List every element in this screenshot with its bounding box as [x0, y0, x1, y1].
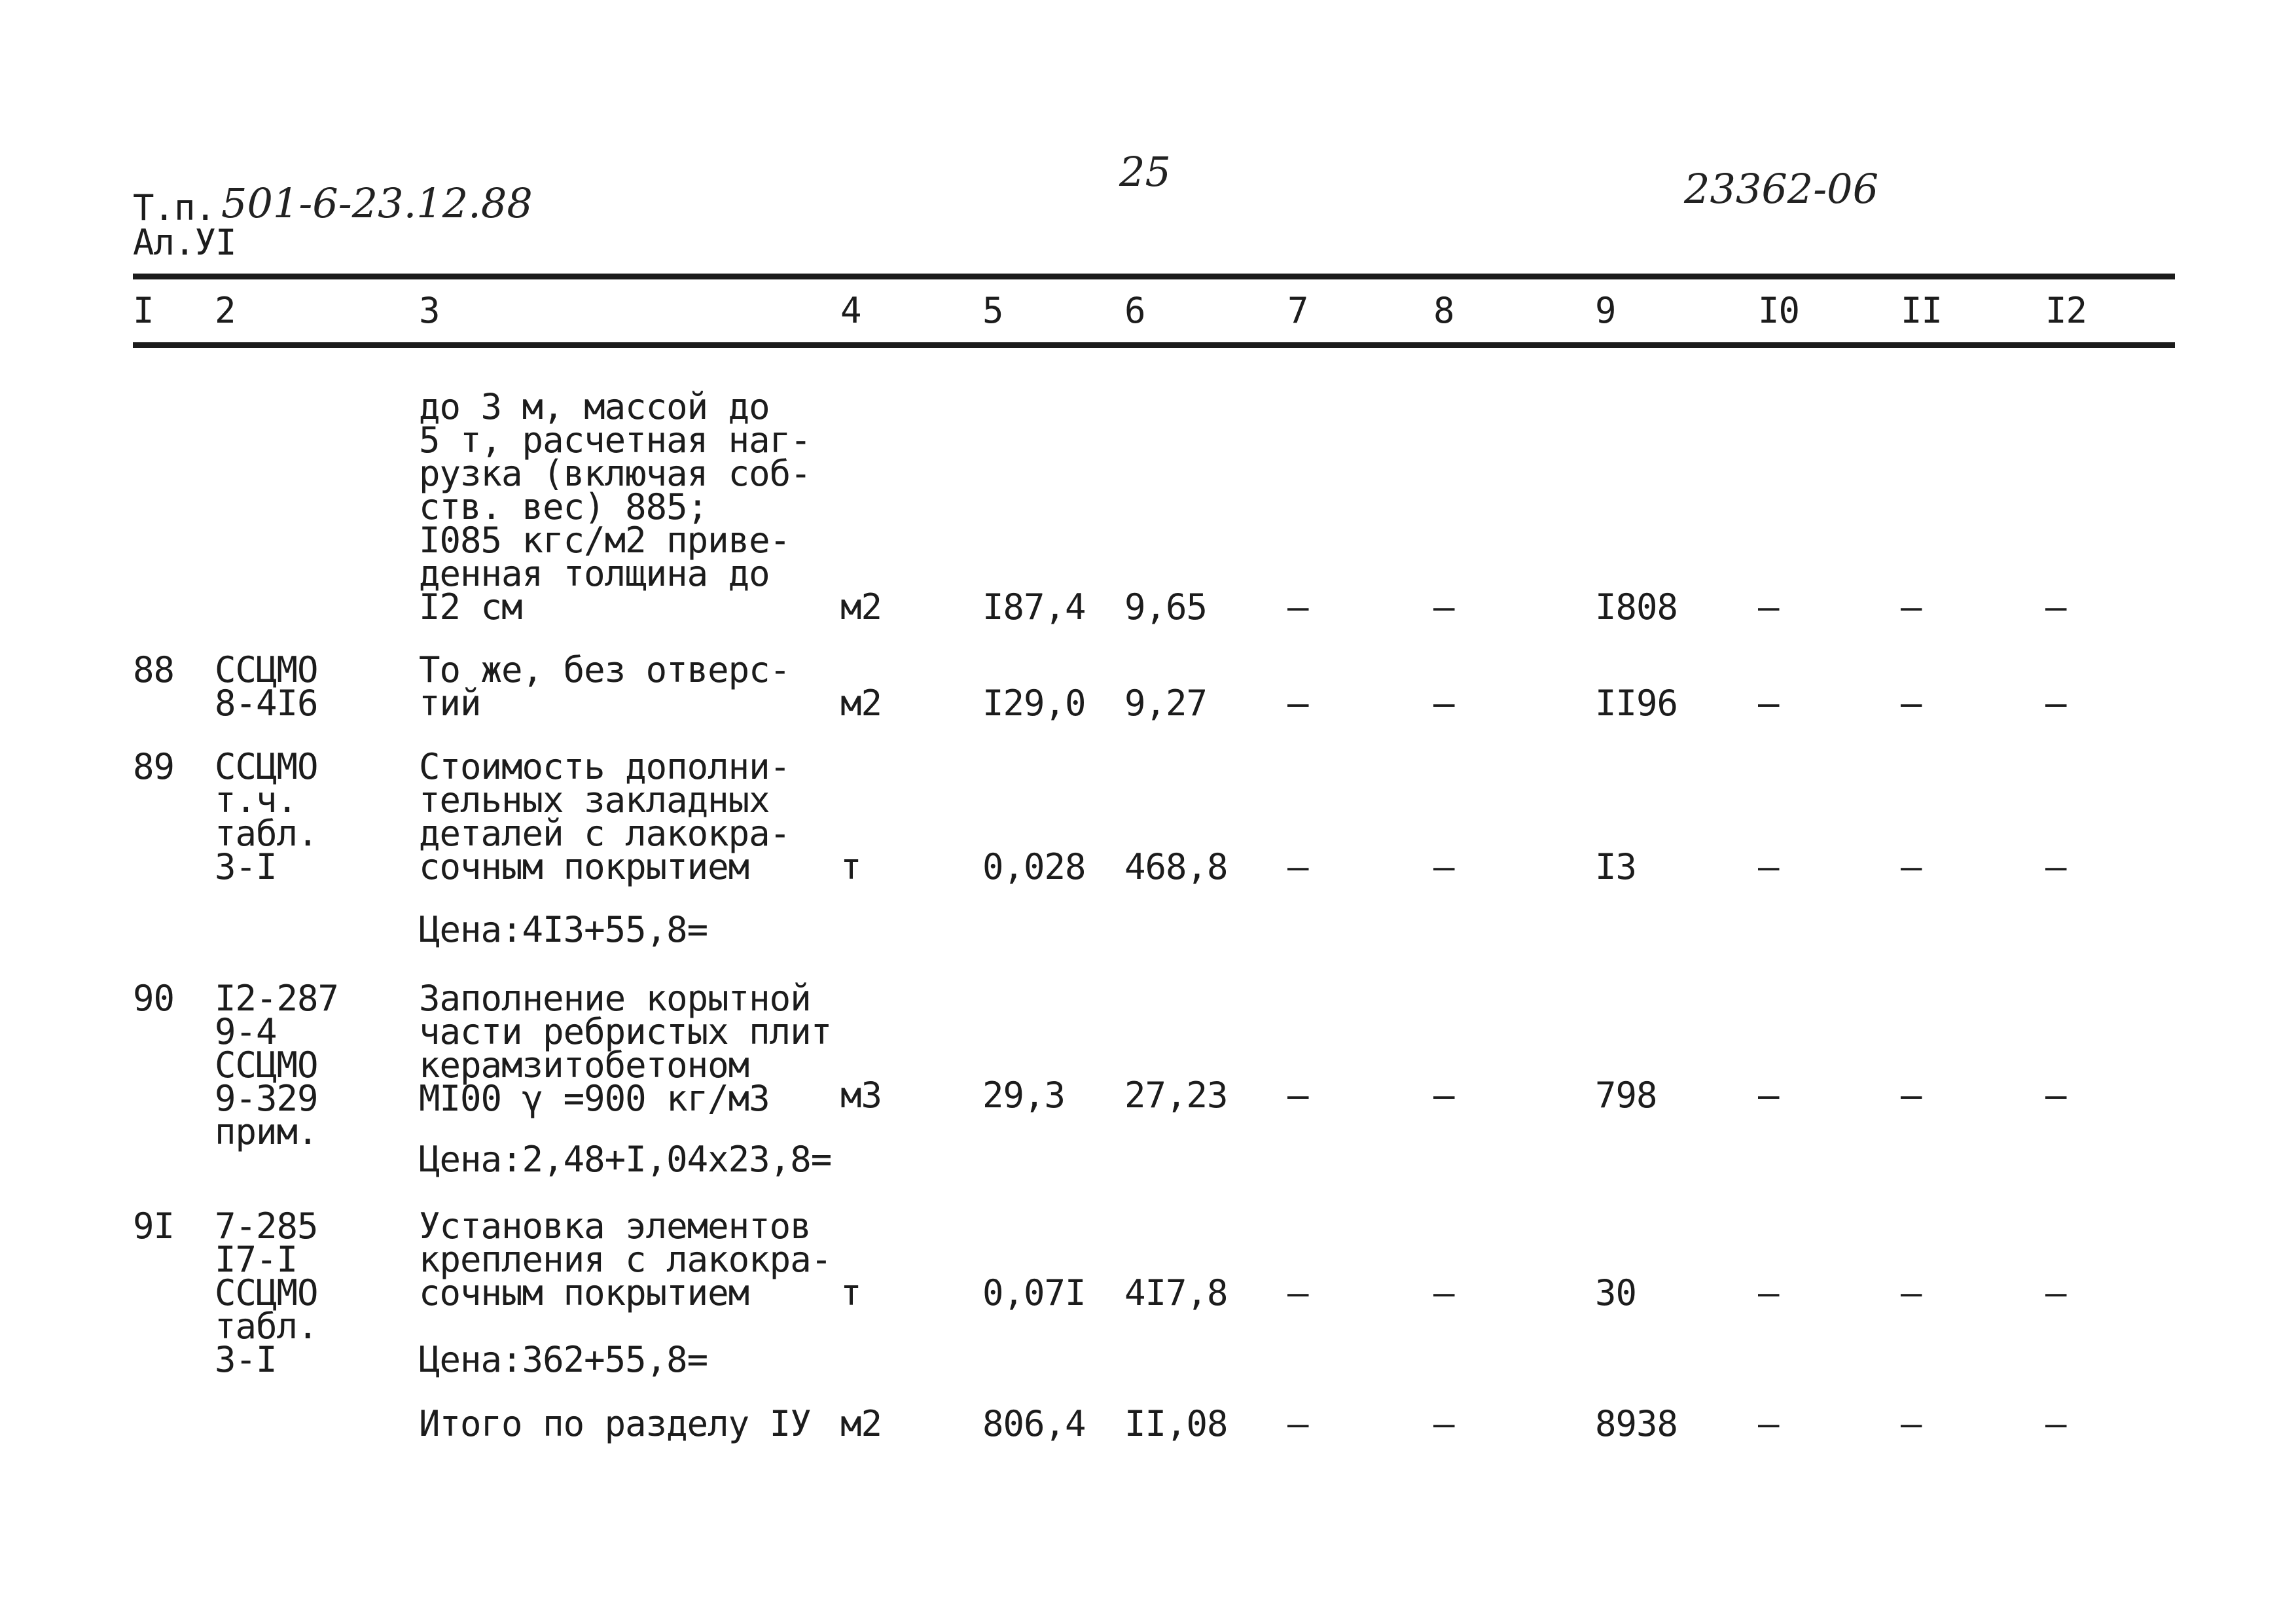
column-header: I [133, 290, 154, 331]
column-header: 3 [419, 290, 440, 331]
row-col11: – [1901, 1272, 1922, 1313]
table-top-rule [133, 274, 2175, 279]
row-price-note: Цена:4I3+55,8= [419, 909, 708, 950]
row-total: I808 [1595, 586, 1678, 628]
column-header: 2 [215, 290, 236, 331]
row-col11: – [1901, 1075, 1922, 1116]
column-header: II [1901, 290, 1943, 331]
row-description: Установка элементов крепления с лакокра- сочным покрытием [419, 1205, 832, 1313]
row-col7: – [1287, 1075, 1308, 1116]
row-col8: – [1433, 683, 1454, 724]
row-total: 798 [1595, 1075, 1657, 1116]
totals-quantity: 806,4 [982, 1403, 1086, 1444]
totals-col11: – [1901, 1403, 1922, 1444]
row-price: 27,23 [1124, 1075, 1228, 1116]
row-quantity: 0,028 [982, 846, 1086, 887]
totals-price: II,08 [1124, 1403, 1228, 1444]
row-col7: – [1287, 586, 1308, 628]
row-quantity: 0,07I [982, 1272, 1086, 1313]
row-col10: – [1758, 1075, 1779, 1116]
row-col8: – [1433, 1075, 1454, 1116]
row-number: 90 [133, 978, 175, 1019]
row-number: 89 [133, 746, 175, 787]
row-col10: – [1758, 683, 1779, 724]
row-unit: м2 [840, 586, 882, 628]
totals-col7: – [1287, 1403, 1308, 1444]
row-col12: – [2045, 683, 2066, 724]
column-header: 8 [1433, 290, 1454, 331]
tp-label: Т.п. [133, 187, 216, 228]
row-quantity: I87,4 [982, 586, 1086, 628]
row-col10: – [1758, 846, 1779, 887]
column-header: 4 [840, 290, 861, 331]
row-total: 30 [1595, 1272, 1637, 1313]
row-code: ССЦМО 8-4I6 [215, 649, 318, 724]
column-header: I2 [2045, 290, 2087, 331]
row-col7: – [1287, 1272, 1308, 1313]
row-description: до 3 м, массой до 5 т, расчетная наг- рузка (включая соб- ств. вес) 885; I085 кгс/м2 приве- денная толщина до I2 см [419, 386, 811, 628]
row-description: Стоимость дополни- тельных закладных деталей с лакокра- сочным покрытием [419, 746, 791, 887]
row-unit: м2 [840, 683, 882, 724]
column-header: I0 [1758, 290, 1800, 331]
row-price-note: Цена:362+55,8= [419, 1339, 708, 1380]
row-col12: – [2045, 586, 2066, 628]
totals-unit: м2 [840, 1403, 882, 1444]
page-number: 25 [1119, 148, 1171, 196]
row-col7: – [1287, 683, 1308, 724]
row-col12: – [2045, 846, 2066, 887]
totals-label: Итого по разделу IУ [419, 1403, 811, 1444]
row-price: 4I7,8 [1124, 1272, 1228, 1313]
document-code: 23362-06 [1684, 165, 1879, 213]
row-total: I3 [1595, 846, 1637, 887]
totals-col10: – [1758, 1403, 1779, 1444]
row-col8: – [1433, 1272, 1454, 1313]
row-col7: – [1287, 846, 1308, 887]
row-col8: – [1433, 586, 1454, 628]
row-col11: – [1901, 846, 1922, 887]
row-code: 7-285 I7-I ССЦМО табл. 3-I [215, 1205, 318, 1380]
row-unit: м3 [840, 1075, 882, 1116]
album-label: Ал.УI [133, 222, 236, 263]
row-col12: – [2045, 1075, 2066, 1116]
row-col11: – [1901, 586, 1922, 628]
column-header: 6 [1124, 290, 1145, 331]
totals-total: 8938 [1595, 1403, 1678, 1444]
row-code: ССЦМО т.ч. табл. 3-I [215, 746, 318, 887]
header-bottom-rule [133, 342, 2175, 348]
column-header: 5 [982, 290, 1003, 331]
row-description: Заполнение корытной части ребристых плит керамзитобетоном МI00 γ =900 кг/м3 [419, 978, 832, 1119]
totals-col12: – [2045, 1403, 2066, 1444]
row-price-note: Цена:2,48+I,04х23,8= [419, 1139, 832, 1180]
row-quantity: 29,3 [982, 1075, 1066, 1116]
row-unit: т [840, 846, 861, 887]
row-col11: – [1901, 683, 1922, 724]
row-unit: т [840, 1272, 861, 1313]
row-col12: – [2045, 1272, 2066, 1313]
column-header: 7 [1287, 290, 1308, 331]
row-number: 9I [133, 1205, 175, 1247]
row-price: 9,65 [1124, 586, 1208, 628]
row-col8: – [1433, 846, 1454, 887]
row-price: 468,8 [1124, 846, 1228, 887]
row-price: 9,27 [1124, 683, 1208, 724]
totals-col8: – [1433, 1403, 1454, 1444]
row-code: I2-287 9-4 ССЦМО 9-329 прим. [215, 978, 339, 1152]
row-total: II96 [1595, 683, 1678, 724]
row-number: 88 [133, 649, 175, 690]
column-header: 9 [1595, 290, 1616, 331]
row-col10: – [1758, 586, 1779, 628]
row-description: То же, без отверс- тий [419, 649, 791, 724]
row-col10: – [1758, 1272, 1779, 1313]
tp-number: 501-6-23.12.88 [221, 179, 533, 227]
row-quantity: I29,0 [982, 683, 1086, 724]
